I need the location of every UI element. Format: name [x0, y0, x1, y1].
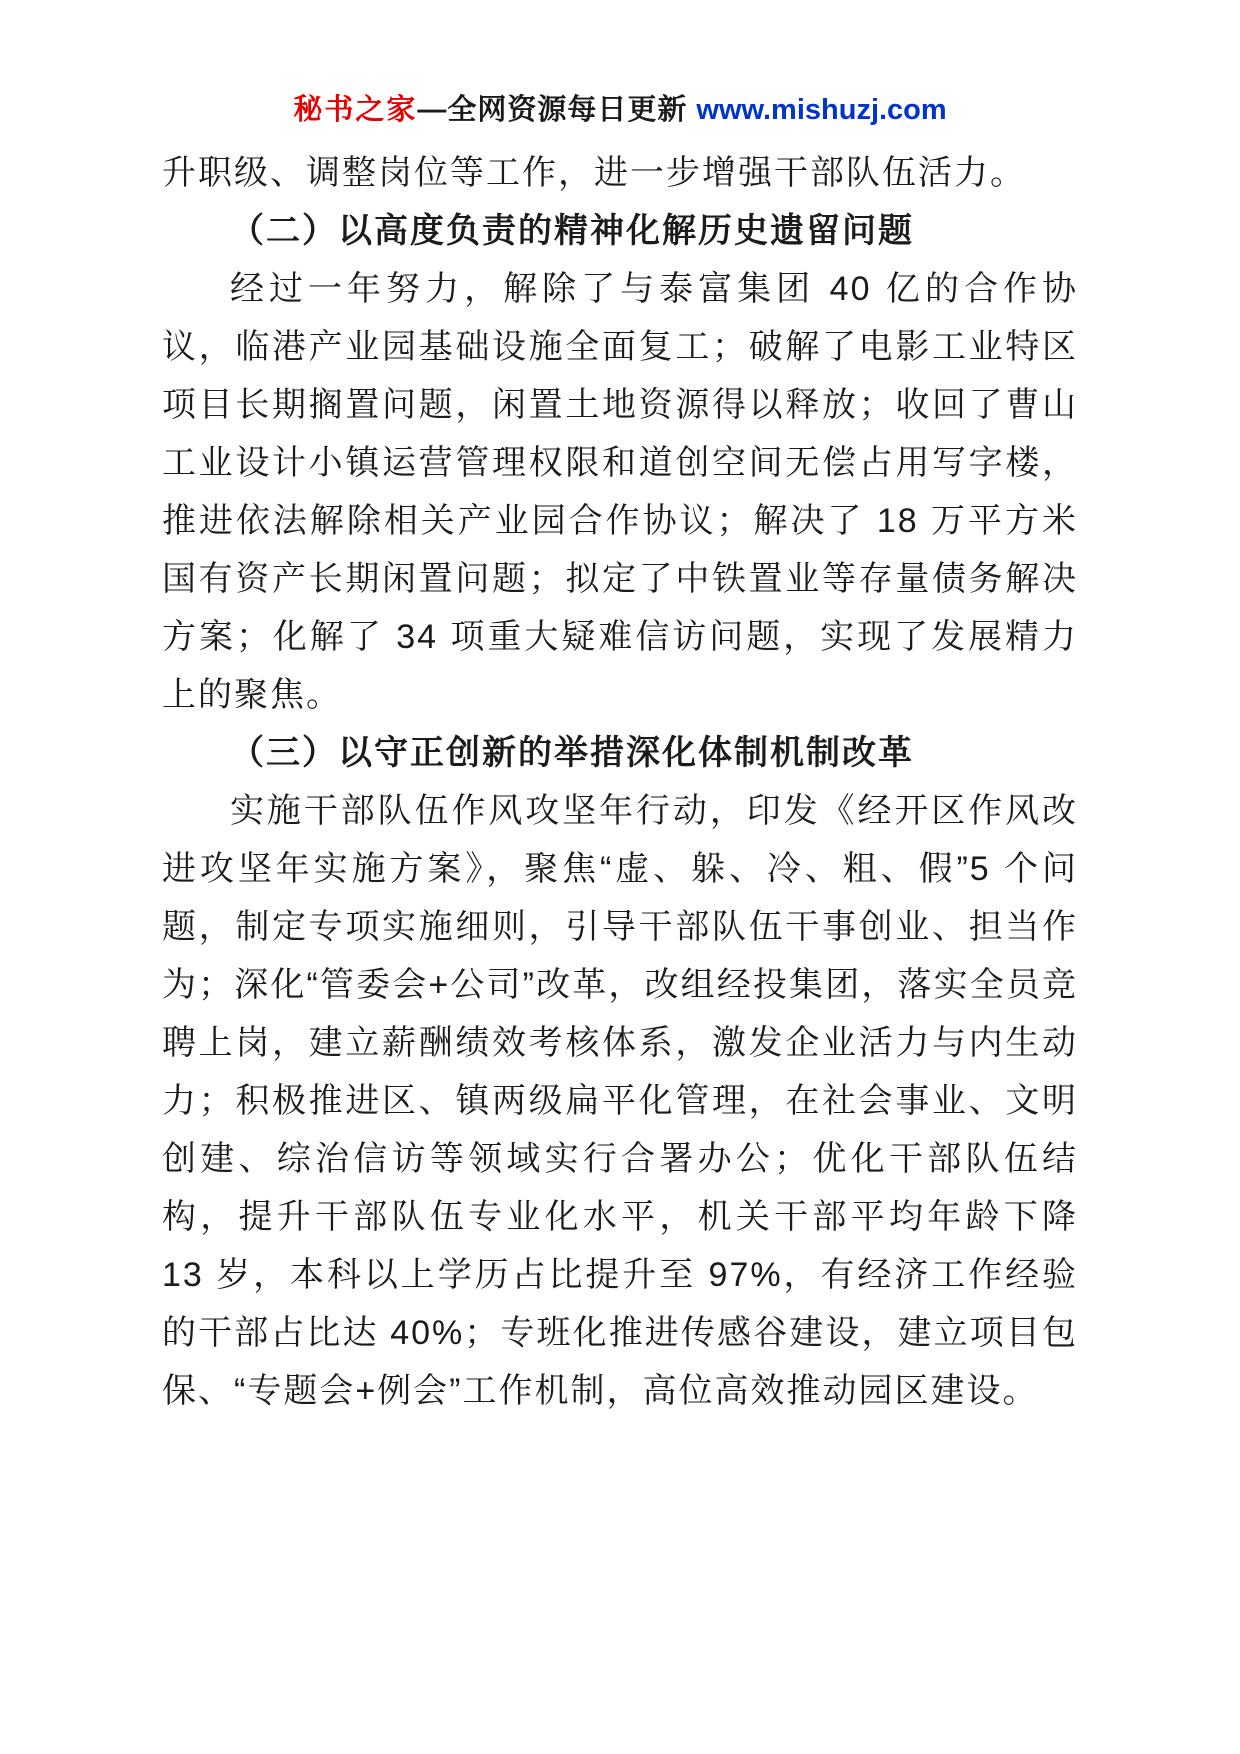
section-heading-3: （三）以守正创新的举措深化体制机制改革: [230, 734, 914, 772]
paragraph-section-3: 实施干部队伍作风攻坚年行动，印发《经开区作风改进攻坚年实施方案》，聚焦“虚、躲、冷、粗、假”5 个问题，制定专项实施细则，引导干部队伍干事创业、担当作为；深化“管委会+公司”改革，改组经投集团，落实全员竞聘上岗，建立薪酬绩效考核体系，激发企业活力与内生动力；积极推进区、镇两级扁平化管理，在社会事业、文明创建、综治信访等领域实行合署办公；优化干部队伍结构，提升干部队伍专业化水平，机关干部平均年龄下降 13 岁，本科以上学历占比提升至 97%，有经济工作经验的干部占比达 40%；专班化推进传感谷建设，建立项目包保、“专题会+例会”工作机制，高位高效推动园区建设。: [162, 792, 1078, 1410]
document-body: [162, 144, 1078, 1420]
site-url-link[interactable]: www.mishuzj.com: [696, 94, 947, 126]
paragraph-continuation: 升职级、调整岗位等工作，进一步增强干部队伍活力。: [162, 154, 1026, 192]
site-brand: 秘书之家: [293, 94, 418, 126]
site-header: [162, 90, 1078, 130]
section-heading-2: （二）以高度负责的精神化解历史遗留问题: [230, 212, 914, 250]
site-tagline: —全网资源每日更新: [417, 94, 697, 126]
paragraph-section-2: 经过一年努力，解除了与泰富集团 40 亿的合作协议，临港产业园基础设施全面复工；破解了电影工业特区项目长期搁置问题，闲置土地资源得以释放；收回了曹山工业设计小镇运营管理权限和道创空间无偿占用写字楼，推进依法解除相关产业园合作协议；解决了 18 万平方米国有资产长期闲置问题；拟定了中铁置业等存量债务解决方案；化解了 34 项重大疑难信访问题，实现了发展精力上的聚焦。: [162, 270, 1078, 714]
